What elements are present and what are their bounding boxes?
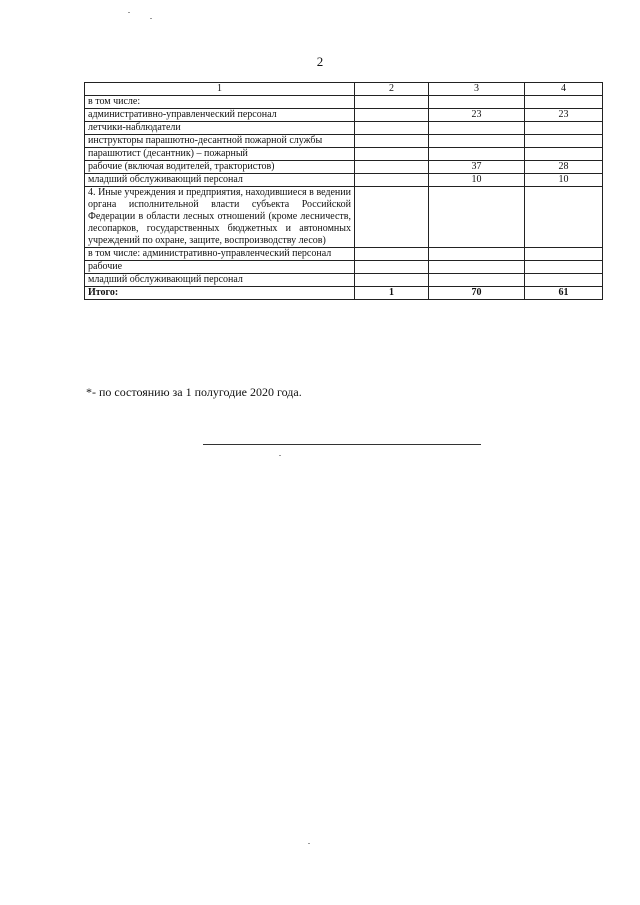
- row-value-2: [355, 274, 429, 287]
- row-value-3: [429, 187, 525, 248]
- total-value-2: 1: [355, 287, 429, 300]
- column-header-1: 1: [85, 83, 355, 96]
- row-value-3: 23: [429, 109, 525, 122]
- row-label: летчики-наблюдатели: [85, 122, 355, 135]
- row-value-2: [355, 261, 429, 274]
- row-label: административно-управленческий персонал: [85, 109, 355, 122]
- page-number: 2: [316, 54, 324, 69]
- row-label: парашютист (десантник) – пожарный: [85, 148, 355, 161]
- row-value-4: [525, 96, 603, 109]
- row-label: инструкторы парашютно-десантной пожарной службы: [85, 135, 355, 148]
- row-label: рабочие (включая водителей, трактористов): [85, 161, 355, 174]
- column-header-4: 4: [525, 83, 603, 96]
- row-value-4: [525, 148, 603, 161]
- table-row: [85, 122, 603, 135]
- table-row: [85, 109, 603, 122]
- table-row: [85, 261, 603, 274]
- row-value-3: [429, 261, 525, 274]
- column-header-2: 2: [355, 83, 429, 96]
- row-label: 4. Иные учреждения и предприятия, находившиеся в ведении органа исполнительной власти субъекта Российской Федерации в области лесных отношений (кроме лесничеств, лесопарков, государственных бюджетных и автономных учреждений по охране, защите, воспроизводству лесов): [85, 187, 355, 248]
- total-value-3: 70: [429, 287, 525, 300]
- row-value-2: [355, 148, 429, 161]
- column-header-3: 3: [429, 83, 525, 96]
- table-row: [85, 135, 603, 148]
- row-value-4: [525, 274, 603, 287]
- scan-speck: [128, 12, 130, 13]
- row-value-3: [429, 248, 525, 261]
- row-value-3: [429, 96, 525, 109]
- table-row: [85, 96, 603, 109]
- total-row: [85, 287, 603, 300]
- row-value-3: [429, 148, 525, 161]
- row-value-3: 37: [429, 161, 525, 174]
- total-value-4: 61: [525, 287, 603, 300]
- table-row: [85, 187, 603, 248]
- row-label: младший обслуживающий персонал: [85, 274, 355, 287]
- row-label: в том числе:: [85, 96, 355, 109]
- row-value-2: [355, 122, 429, 135]
- row-value-3: [429, 135, 525, 148]
- row-value-2: [355, 109, 429, 122]
- row-value-4: [525, 248, 603, 261]
- row-value-3: 10: [429, 174, 525, 187]
- table-row: [85, 148, 603, 161]
- row-label: младший обслуживающий персонал: [85, 174, 355, 187]
- scan-speck: [279, 455, 281, 456]
- row-value-2: [355, 96, 429, 109]
- row-value-2: [355, 248, 429, 261]
- row-value-2: [355, 187, 429, 248]
- row-value-4: 10: [525, 174, 603, 187]
- scan-speck: [150, 18, 152, 19]
- signature-line: [203, 444, 481, 445]
- table-row: [85, 161, 603, 174]
- total-label: Итого:: [85, 287, 355, 300]
- row-value-3: [429, 122, 525, 135]
- row-value-2: [355, 161, 429, 174]
- row-value-3: [429, 274, 525, 287]
- row-value-4: [525, 122, 603, 135]
- row-value-4: 23: [525, 109, 603, 122]
- row-value-2: [355, 174, 429, 187]
- row-label: в том числе: административно-управленческий персонал: [85, 248, 355, 261]
- row-value-4: 28: [525, 161, 603, 174]
- staff-table: [84, 82, 603, 300]
- scan-speck: [308, 843, 310, 844]
- row-value-2: [355, 135, 429, 148]
- table-row: [85, 274, 603, 287]
- table-row: [85, 248, 603, 261]
- row-value-4: [525, 261, 603, 274]
- table-row: [85, 174, 603, 187]
- row-value-4: [525, 135, 603, 148]
- footnote: *- по состоянию за 1 полугодие 2020 года.: [86, 385, 302, 399]
- row-value-4: [525, 187, 603, 248]
- table-header-row: [85, 83, 603, 96]
- row-label: рабочие: [85, 261, 355, 274]
